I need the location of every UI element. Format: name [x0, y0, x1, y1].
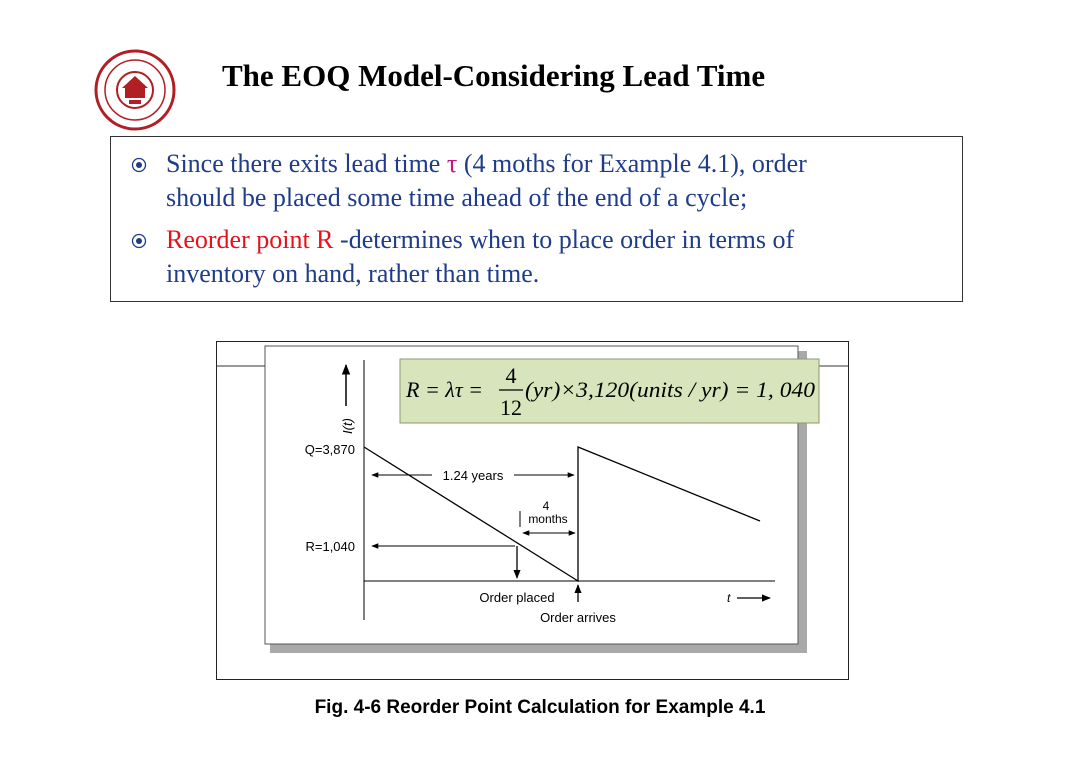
- formula-denominator: 12: [500, 395, 522, 420]
- bullet-1-text-b: (4 moths for Example 4.1), order: [457, 149, 807, 178]
- formula-lhs: R = λτ =: [406, 377, 484, 402]
- figure-caption: Fig. 4-6 Reorder Point Calculation for Example 4.1: [314, 697, 766, 718]
- formula-numerator: 4: [505, 363, 517, 388]
- formula-rhs: (yr)×3,120(units / yr) = 1, 040: [525, 377, 815, 402]
- bullet-1-text-a: Since there exits lead time: [166, 149, 447, 178]
- tau-symbol: τ: [446, 149, 458, 178]
- r-label: R=1,040: [305, 539, 355, 554]
- lead-time-value: 4: [542, 499, 550, 513]
- bullet-2-text-a: -determines when to place order in terms of: [333, 225, 795, 254]
- bullet-2-text-b: inventory on hand, rather than time.: [166, 259, 540, 288]
- slide-title: The EOQ Model-Considering Lead Time: [222, 58, 766, 93]
- t-axis-label: t: [727, 591, 731, 605]
- q-label: Q=3,870: [304, 442, 355, 457]
- lead-time-unit: months: [528, 512, 568, 526]
- order-arrives-label: Order arrives: [540, 610, 616, 625]
- bullet-1-text-c: should be placed some time ahead of the end of a cycle;: [166, 183, 748, 212]
- y-axis-label: I(t): [340, 418, 355, 434]
- cycle-length-label: 1.24 years: [442, 468, 504, 483]
- order-placed-label: Order placed: [479, 590, 555, 605]
- reorder-point-term: Reorder point R: [166, 225, 334, 254]
